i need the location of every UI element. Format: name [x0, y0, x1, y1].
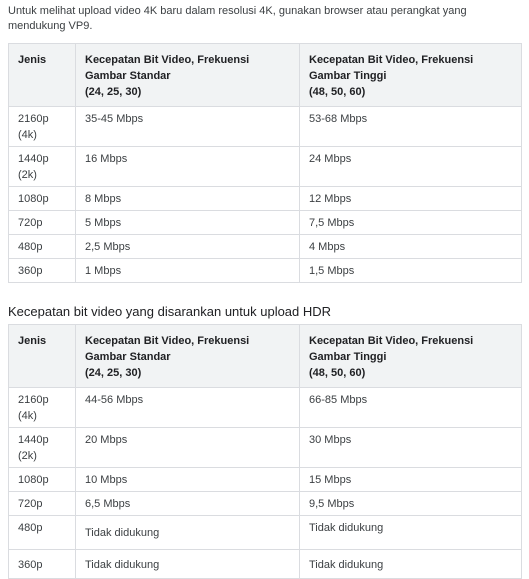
- row-high-bitrate: 12 Mbps: [300, 187, 522, 211]
- row-standard-bitrate: 8 Mbps: [76, 187, 300, 211]
- row-standard-bitrate: 20 Mbps: [76, 428, 300, 468]
- row-standard-bitrate: 5 Mbps: [76, 211, 300, 235]
- table-header-row: [9, 325, 522, 388]
- table-row: [9, 211, 522, 235]
- row-type: 1080p: [9, 468, 76, 492]
- row-standard-bitrate: 10 Mbps: [76, 468, 300, 492]
- row-type: 1440p (2k): [9, 147, 76, 187]
- row-high-bitrate: 15 Mbps: [300, 468, 522, 492]
- row-type: 720p: [9, 492, 76, 516]
- row-high-bitrate: 7,5 Mbps: [300, 211, 522, 235]
- row-high-bitrate: 4 Mbps: [300, 235, 522, 259]
- table-row: [9, 468, 522, 492]
- table-row: [9, 516, 522, 550]
- row-high-bitrate: 1,5 Mbps: [300, 259, 522, 283]
- header-standard-frame-rate: [76, 325, 300, 388]
- row-high-bitrate: 30 Mbps: [300, 428, 522, 468]
- intro-text: Untuk melihat upload video 4K baru dalam resolusi 4K, gunakan browser atau perangkat yang mendukung VP9.: [8, 5, 467, 32]
- table-row: [9, 235, 522, 259]
- row-high-bitrate: 24 Mbps: [300, 147, 522, 187]
- sdr-bitrate-table: [8, 43, 522, 283]
- row-high-bitrate: Tidak didukung: [300, 550, 522, 579]
- header-high-fps: (48, 50, 60): [309, 367, 366, 379]
- row-type: 2160p (4k): [9, 388, 76, 428]
- hdr-bitrate-table: [8, 324, 522, 579]
- header-standard-fps: (24, 25, 30): [85, 367, 142, 379]
- header-type: Jenis: [9, 44, 76, 107]
- row-type: 1080p: [9, 187, 76, 211]
- table-row: [9, 492, 522, 516]
- row-high-bitrate: 9,5 Mbps: [300, 492, 522, 516]
- row-standard-bitrate: Tidak didukung: [76, 550, 300, 579]
- row-standard-bitrate: 44-56 Mbps: [76, 388, 300, 428]
- row-high-bitrate: 53-68 Mbps: [300, 107, 522, 147]
- row-type: 480p: [9, 235, 76, 259]
- header-standard-title: Kecepatan Bit Video, Frekuensi Gambar Standar: [85, 54, 250, 82]
- table-row: [9, 107, 522, 147]
- row-standard-bitrate: 2,5 Mbps: [76, 235, 300, 259]
- header-standard-title: Kecepatan Bit Video, Frekuensi Gambar Standar: [85, 335, 250, 363]
- table-header-row: [9, 44, 522, 107]
- row-standard-bitrate: 1 Mbps: [76, 259, 300, 283]
- row-type: 1440p (2k): [9, 428, 76, 468]
- table-row: [9, 428, 522, 468]
- header-type: Jenis: [9, 325, 76, 388]
- header-standard-frame-rate: [76, 44, 300, 107]
- table-row: [9, 388, 522, 428]
- header-high-title: Kecepatan Bit Video, Frekuensi Gambar Tinggi: [309, 54, 474, 82]
- header-high-frame-rate: [300, 325, 522, 388]
- row-type: 360p: [9, 550, 76, 579]
- header-high-fps: (48, 50, 60): [309, 86, 366, 98]
- row-standard-bitrate: Tidak didukung: [76, 516, 300, 550]
- header-high-title: Kecepatan Bit Video, Frekuensi Gambar Tinggi: [309, 335, 474, 363]
- row-type: 480p: [9, 516, 76, 550]
- row-type: 720p: [9, 211, 76, 235]
- row-standard-bitrate: 6,5 Mbps: [76, 492, 300, 516]
- header-high-frame-rate: [300, 44, 522, 107]
- table-row: [9, 187, 522, 211]
- row-high-bitrate: Tidak didukung: [300, 516, 522, 550]
- table-row: [9, 550, 522, 579]
- row-type: 2160p (4k): [9, 107, 76, 147]
- row-standard-bitrate: 35-45 Mbps: [76, 107, 300, 147]
- row-type: 360p: [9, 259, 76, 283]
- hdr-section-heading: Kecepatan bit video yang disarankan untuk upload HDR: [8, 304, 332, 319]
- table-row: [9, 147, 522, 187]
- row-standard-bitrate: 16 Mbps: [76, 147, 300, 187]
- header-standard-fps: (24, 25, 30): [85, 86, 142, 98]
- table-row: [9, 259, 522, 283]
- row-high-bitrate: 66-85 Mbps: [300, 388, 522, 428]
